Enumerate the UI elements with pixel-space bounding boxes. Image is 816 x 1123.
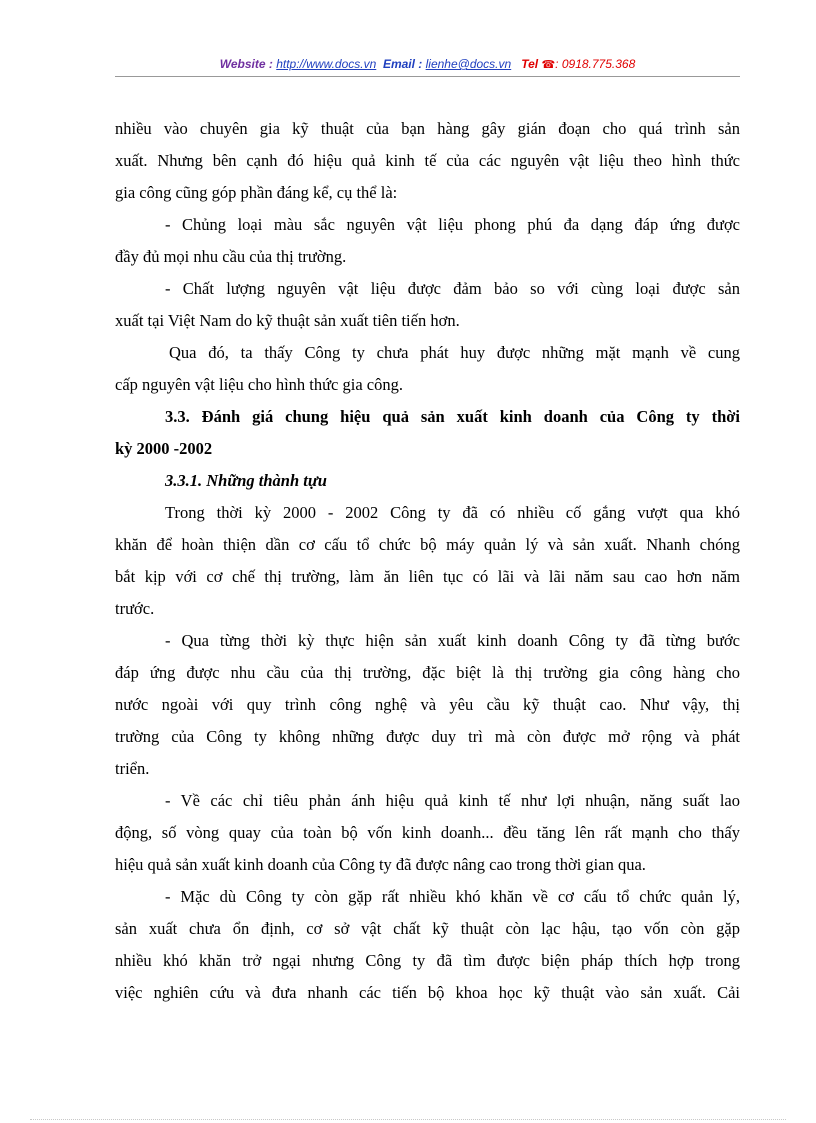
- text-line: Trong thời kỳ 2000 - 2002 Công ty đã có nhiều cố gắng vượt qua khó: [165, 503, 740, 522]
- email-link[interactable]: lienhe@docs.vn: [425, 57, 512, 71]
- website-link[interactable]: http://www.docs.vn: [276, 57, 377, 71]
- subsection-heading: 3.3.1. Những thành tựu: [165, 471, 327, 490]
- text-line: cấp nguyên vật liệu cho hình thức gia công.: [115, 375, 403, 394]
- text-line: - Về các chỉ tiêu phản ánh hiệu quả kinh tế như lợi nhuận, năng suất lao: [165, 791, 740, 810]
- text-line: việc nghiên cứu và đưa nhanh các tiến bộ khoa học kỹ thuật vào sản xuất. Cải: [115, 983, 740, 1002]
- text-line: sản xuất chưa ổn định, cơ sở vật chất kỹ thuật còn lạc hậu, tạo vốn còn gặp: [115, 919, 740, 938]
- text-line: đầy đủ mọi nhu cầu của thị trường.: [115, 247, 347, 266]
- text-line: động, số vòng quay của toàn bộ vốn kinh doanh... đều tăng lên rất mạnh cho thấy: [115, 823, 740, 842]
- text-line: xuất tại Việt Nam do kỹ thuật sản xuất tiên tiến hơn.: [115, 311, 460, 330]
- section-heading: kỳ 2000 -2002: [115, 439, 213, 458]
- text-line: đáp ứng được nhu cầu của thị trường, đặc biệt là thị trường gia công hàng cho: [115, 663, 740, 682]
- text-line: Qua đó, ta thấy Công ty chưa phát huy được những mặt mạnh về cung: [169, 343, 740, 362]
- phone-icon: ☎: [541, 59, 556, 71]
- page-header: [115, 57, 740, 71]
- email-label: Email: [382, 57, 415, 71]
- text-line: - Qua từng thời kỳ thực hiện sản xuất kinh doanh Công ty đã từng bước: [165, 631, 740, 650]
- text-line: hiệu quả sản xuất kinh doanh của Công ty đã được nâng cao trong thời gian qua.: [115, 855, 646, 874]
- header-divider: [115, 76, 740, 77]
- text-line: - Chất lượng nguyên vật liệu được đảm bảo so với cùng loại được sản: [165, 279, 740, 298]
- section-heading: 3.3. Đánh giá chung hiệu quả sản xuất kinh doanh của Công ty thời: [165, 407, 740, 426]
- phone-number: : 0918.775.368: [555, 57, 636, 71]
- text-line: nước ngoài với quy trình công nghệ và yêu cầu kỹ thuật cao. Như vậy, thị: [115, 695, 740, 714]
- text-line: khăn để hoàn thiện dần cơ cấu tổ chức bộ máy quản lý và sản xuất. Nhanh chóng: [115, 535, 740, 554]
- text-line: trước.: [115, 599, 155, 618]
- text-line: - Mặc dù Công ty còn gặp rất nhiều khó khăn về cơ cấu tổ chức quản lý,: [165, 887, 740, 906]
- text-line: nhiều vào chuyên gia kỹ thuật của bạn hàng gây gián đoạn cho quá trình sản: [115, 119, 740, 138]
- text-line: nhiều khó khăn trở ngại nhưng Công ty đã tìm được biện pháp thích hợp trong: [115, 951, 740, 970]
- document-body: [115, 113, 740, 1009]
- text-line: triển.: [115, 759, 150, 778]
- text-line: xuất. Nhưng bên cạnh đó hiệu quả kinh tế của các nguyên vật liệu theo hình thức: [115, 151, 740, 170]
- footer-divider: [30, 1119, 786, 1120]
- text-line: - Chủng loại màu sắc nguyên vật liệu phong phú đa dạng đáp ứng được: [165, 215, 740, 234]
- header-separator: :: [414, 57, 426, 71]
- header-separator: :: [265, 57, 277, 71]
- text-line: gia công cũng góp phần đáng kể, cụ thể là:: [115, 183, 398, 202]
- tel-label: Tel: [521, 57, 539, 71]
- text-line: bắt kịp với cơ chế thị trường, làm ăn liên tục có lãi và lãi năm sau cao hơn năm: [115, 567, 740, 586]
- website-label: Website: [219, 57, 266, 71]
- text-line: trường của Công ty không những được duy trì mà còn được mở rộng và phát: [115, 727, 740, 746]
